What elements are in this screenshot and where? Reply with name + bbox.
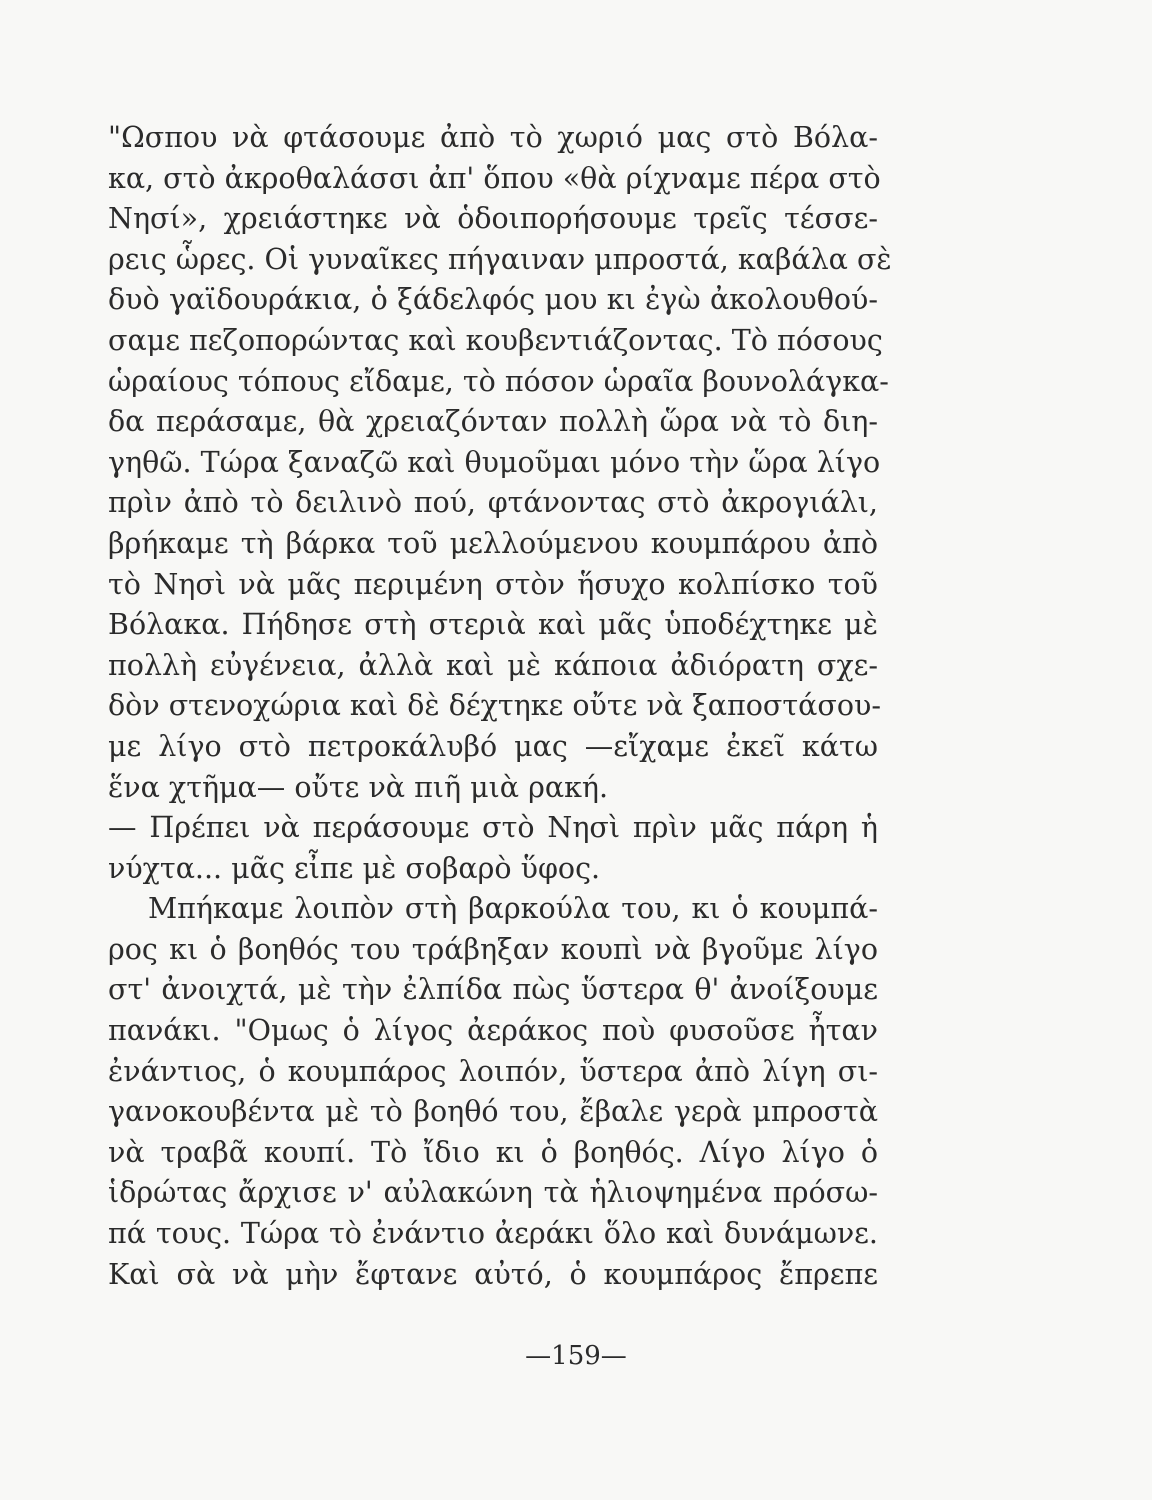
text-line: πολλὴ εὐγένεια, ἀλλὰ καὶ μὲ κάποια ἀδιόρατη σχε- <box>108 648 878 682</box>
page-number: —159— <box>525 1341 627 1371</box>
text-line: Βόλακα. Πήδησε στὴ στεριὰ καὶ μᾶς ὑποδέχτηκε μὲ <box>108 608 878 642</box>
text-line: σαμε πεζοπορώντας καὶ κουβεντιάζοντας. Τὸ πόσους <box>108 323 883 357</box>
text-line: στ' ἀνοιχτά, μὲ τὴν ἐλπίδα πὼς ὕστερα θ' ἀνοίξουμε <box>108 973 878 1007</box>
text-line: κα, στὸ ἀκροθαλάσσι ἀπ' ὅπου «θὰ ρίχναμε πέρα στὸ <box>108 161 881 195</box>
text-line: βρήκαμε τὴ βάρκα τοῦ μελλούμενου κουμπάρου ἀπὸ <box>108 526 878 560</box>
text-line: ὡραίους τόπους εἴδαμε, τὸ πόσον ὡραῖα βουνολάγκα- <box>108 364 889 398</box>
text-line: ρος κι ὁ βοηθός του τράβηξαν κουπὶ νὰ βγοῦμε λίγο <box>108 932 878 966</box>
text-line: δα περάσαμε, θὰ χρειαζόνταν πολλὴ ὥρα νὰ τὸ διη- <box>108 405 878 439</box>
text-line: ἱδρώτας ἄρχισε ν' αὐλακώνη τὰ ἡλιοψημένα πρόσω- <box>108 1176 878 1210</box>
text-line: πρὶν ἀπὸ τὸ δειλινὸ πού, φτάνοντας στὸ ἀκρογιάλι, <box>108 486 878 520</box>
text-line: πανάκι. "Ομως ὁ λίγος ἀεράκος ποὺ φυσοῦσε ἦταν <box>108 1014 878 1048</box>
text-line: γανοκουβέντα μὲ τὸ βοηθό του, ἔβαλε γερὰ μπροστὰ <box>108 1095 878 1129</box>
text-line: — Πρέπει νὰ περάσουμε στὸ Νησὶ πρὶν μᾶς πάρη ἡ <box>108 811 878 845</box>
text-line: ἕνα χτῆμα— οὔτε νὰ πιῆ μιὰ ρακή. <box>108 770 609 804</box>
text-line: νὰ τραβᾶ κουπί. Τὸ ἴδιο κι ὁ βοηθός. Λίγο λίγο ὁ <box>108 1135 878 1169</box>
text-line: δυὸ γαϊδουράκια, ὁ ξάδελφός μου κι ἐγὼ ἀκολουθού- <box>108 283 878 317</box>
text-line: πά τους. Τώρα τὸ ἐνάντιο ἀεράκι ὅλο καὶ δυνάμωνε. <box>108 1217 878 1251</box>
text-line: "Ωσπου νὰ φτάσουμε ἀπὸ τὸ χωριό μας στὸ Βόλα- <box>108 121 878 154</box>
text-line: νύχτα... μᾶς εἶπε μὲ σοβαρὸ ὕφος. <box>108 851 601 885</box>
body-text <box>108 118 892 1295</box>
text-line: δὸν στενοχώρια καὶ δὲ δέχτηκε οὔτε νὰ ξαποστάσου- <box>108 689 881 723</box>
text-line: Νησί», χρειάστηκε νὰ ὁδοιπορήσουμε τρεῖς τέσσε- <box>108 202 878 236</box>
text-line: ρεις ὧρες. Οἱ γυναῖκες πήγαιναν μπροστά, καβάλα σὲ <box>108 242 892 276</box>
text-line: ἐνάντιος, ὁ κουμπάρος λοιπόν, ὕστερα ἀπὸ λίγη σι- <box>108 1054 878 1088</box>
text-line: με λίγο στὸ πετροκάλυβό μας —εἴχαμε ἐκεῖ κάτω <box>108 729 878 763</box>
text-line: Μπήκαμε λοιπὸν στὴ βαρκούλα του, κι ὁ κουμπά- <box>148 892 878 926</box>
text-line: Καὶ σὰ νὰ μὴν ἔφτανε αὐτό, ὁ κουμπάρος ἔπρεπε <box>108 1257 878 1291</box>
text-line: τὸ Νησὶ νὰ μᾶς περιμένη στὸν ἥσυχο κολπίσκο τοῦ <box>108 567 878 601</box>
text-line: γηθῶ. Τώρα ξαναζῶ καὶ θυμοῦμαι μόνο τὴν ὥρα λίγο <box>108 445 881 479</box>
